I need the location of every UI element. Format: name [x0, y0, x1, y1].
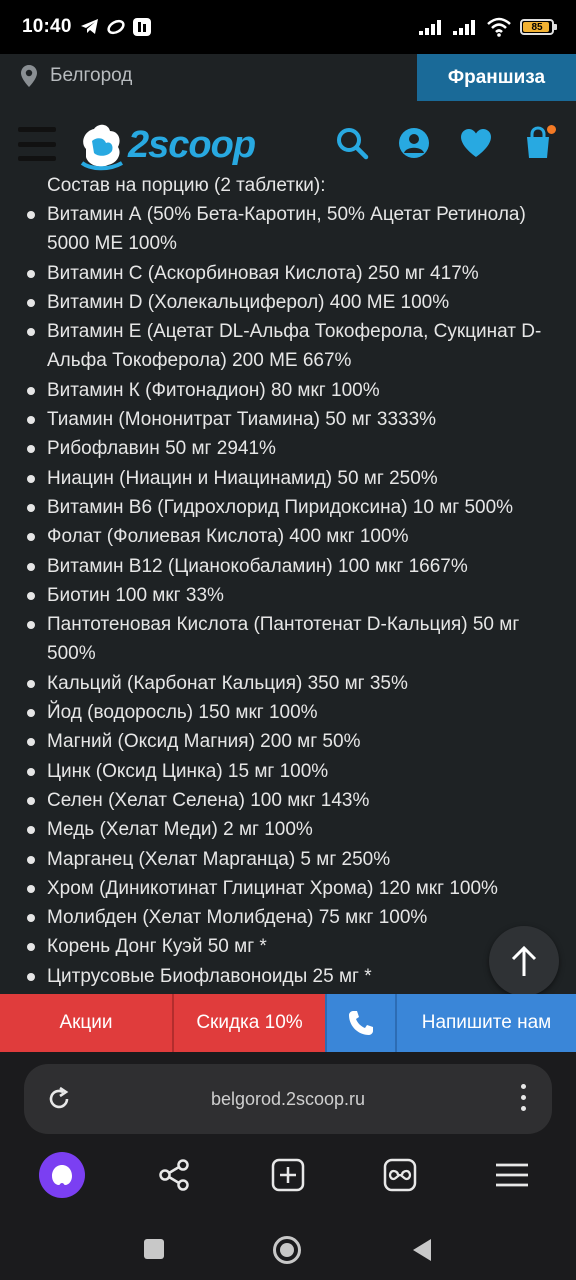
new-tab-button[interactable] — [265, 1152, 311, 1198]
ingredient-item: Биотин 100 мкг 33% — [0, 581, 576, 610]
hamburger-icon — [495, 1161, 529, 1189]
ingredient-item: Цинк (Оксид Цинка) 15 мг 100% — [0, 757, 576, 786]
product-composition — [0, 175, 576, 994]
ingredient-item: Корень Донг Куэй 50 мг * — [0, 932, 576, 961]
wifi-icon — [486, 17, 512, 37]
promotions-button[interactable]: Акции — [0, 994, 174, 1052]
alice-assistant-icon — [49, 1162, 75, 1188]
heart-icon — [460, 128, 492, 158]
signal-2-icon — [452, 18, 478, 36]
ingredient-item: Витамин Е (Ацетат DL-Альфа Токоферола, Сукцинат D-Альфа Токоферола) 200 МЕ 667% — [0, 317, 576, 376]
location-pin-icon — [20, 64, 38, 88]
battery-icon — [520, 19, 554, 35]
cart-badge — [545, 123, 558, 136]
franchise-button[interactable]: Франшиза — [417, 54, 576, 101]
city-bar — [0, 54, 576, 101]
ingredient-item: Витамин К (Фитонадион) 80 мкг 100% — [0, 376, 576, 405]
cart-button[interactable] — [520, 125, 556, 161]
telegram-icon — [80, 18, 100, 36]
arrow-up-icon — [511, 945, 537, 977]
add-tab-icon — [271, 1158, 305, 1192]
ingredient-item: Марганец (Хелат Марганца) 5 мг 250% — [0, 845, 576, 874]
menu-button[interactable] — [18, 127, 56, 161]
system-navigation-bar — [0, 1224, 576, 1280]
call-button[interactable] — [325, 994, 397, 1052]
ingredient-item: Селен (Хелат Селена) 100 мкг 143% — [0, 786, 576, 815]
header-actions — [334, 125, 556, 161]
browser-tools — [0, 1152, 576, 1200]
link-icon — [106, 18, 126, 36]
discount-button[interactable]: Скидка 10% — [174, 994, 325, 1052]
url-text: belgorod.2scoop.ru — [210, 1088, 366, 1109]
ingredient-item: Цитрусовые Биофлавоноиды 25 мг * — [0, 962, 576, 991]
back-button-icon[interactable] — [411, 1238, 433, 1262]
ingredient-item: Медь (Хелат Меди) 2 мг 100% — [0, 815, 576, 844]
recents-button-icon[interactable] — [143, 1238, 165, 1260]
athlete-logo-icon — [78, 119, 126, 171]
scroll-to-top-button[interactable] — [489, 926, 559, 996]
status-time: 10:40 — [22, 16, 72, 37]
tabs-icon — [383, 1158, 417, 1192]
city-label: Белгород — [50, 65, 133, 86]
status-right — [418, 17, 554, 37]
status-notification-icons — [80, 17, 152, 37]
share-button[interactable] — [151, 1152, 197, 1198]
ingredient-item: Кальций (Карбонат Кальция) 350 мг 35% — [0, 669, 576, 698]
ingredient-item: Хром (Диникотинат Глицинат Хрома) 120 мкг 100% — [0, 874, 576, 903]
signal-icon — [418, 18, 444, 36]
composition-heading: Состав на порцию (2 таблетки): — [47, 175, 326, 196]
assistant-button[interactable] — [39, 1152, 85, 1198]
ingredient-item: Витамин А (50% Бета-Каротин, 50% Ацетат Ретинола) 5000 МЕ 100% — [0, 200, 576, 259]
search-icon — [335, 126, 369, 160]
battery-level: 85 — [531, 21, 543, 33]
browser-menu-button[interactable] — [489, 1152, 535, 1198]
home-button-icon[interactable] — [272, 1235, 302, 1265]
tabs-button[interactable] — [377, 1152, 423, 1198]
ingredient-item: Рибофлавин 50 мг 2941% — [0, 434, 576, 463]
city-selector[interactable] — [20, 64, 132, 88]
phone-icon — [347, 1009, 375, 1037]
account-button[interactable] — [396, 125, 432, 161]
ingredient-list — [0, 200, 576, 991]
share-icon — [157, 1158, 191, 1192]
write-us-button[interactable]: Напишите нам — [397, 994, 576, 1052]
status-bar — [0, 0, 576, 54]
ingredient-item: Тиамин (Мононитрат Тиамина) 50 мг 3333% — [0, 405, 576, 434]
logo-text: 2scoop — [128, 123, 256, 166]
search-button[interactable] — [334, 125, 370, 161]
address-bar[interactable] — [24, 1064, 552, 1134]
ingredient-item: Витамин D (Холекальциферол) 400 МЕ 100% — [0, 288, 576, 317]
ingredient-item: Витамин В6 (Гидрохлорид Пиридоксина) 10 мг 500% — [0, 493, 576, 522]
favorites-button[interactable] — [458, 125, 494, 161]
ingredient-item: Ниацин (Ниацин и Ниацинамид) 50 мг 250% — [0, 464, 576, 493]
site-logo[interactable] — [78, 119, 255, 171]
ingredient-item: Фолат (Фолиевая Кислота) 400 мкг 100% — [0, 522, 576, 551]
browser-toolbar — [0, 1052, 576, 1280]
app-notification-icon — [132, 17, 152, 37]
bottom-action-bar — [0, 994, 576, 1052]
ingredient-item: Йод (водоросль) 150 мкг 100% — [0, 698, 576, 727]
ingredient-item: Магний (Оксид Магния) 200 мг 50% — [0, 727, 576, 756]
ingredient-item: Молибден (Хелат Молибдена) 75 мкг 100% — [0, 903, 576, 932]
ingredient-item: Пантотеновая Кислота (Пантотенат D-Кальция) 50 мг 500% — [0, 610, 576, 669]
user-icon — [398, 127, 430, 159]
overflow-menu-icon[interactable] — [521, 1084, 526, 1111]
ingredient-item: Витамин В12 (Цианокобаламин) 100 мкг 1667% — [0, 552, 576, 581]
ingredient-item: Витамин С (Аскорбиновая Кислота) 250 мг 417% — [0, 259, 576, 288]
